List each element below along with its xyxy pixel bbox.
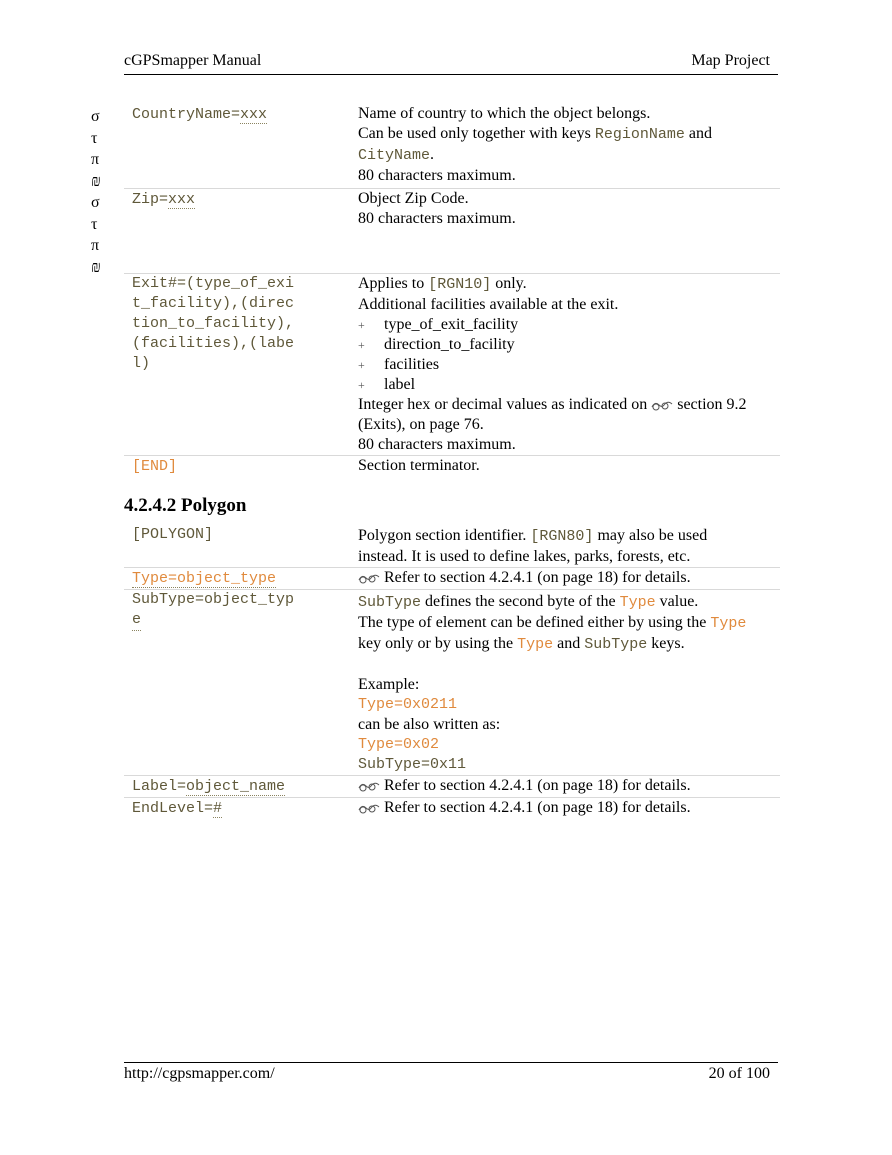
table-row (124, 274, 780, 456)
desc-endlevel: Refer to section 4.2.4.1 (on page 18) for details. (348, 798, 780, 820)
margin-mark: τ (91, 215, 98, 233)
list-item: + label (358, 376, 416, 393)
page-number: 20 of 100 (708, 1065, 770, 1082)
page-header (124, 52, 778, 75)
keys-table-2 (124, 524, 780, 819)
key-polygon: [POLYGON] (132, 526, 214, 543)
header-title: cGPSmapper Manual (124, 52, 262, 69)
table-row (124, 456, 780, 478)
table-row (124, 524, 780, 568)
margin-mark: τ (91, 129, 98, 147)
table-row (124, 568, 780, 590)
key-type: Type=object_type (132, 570, 277, 587)
glasses-icon (651, 399, 673, 411)
table-row (124, 798, 780, 820)
desc-exit: Applies to [RGN10] only. Additional facilities available at the exit. + type_of_exit_facility + direction_to_facility + facilities + label Integer hex or decimal values as indicated on section 9.2 (Exits), on page 76. 80 characters maximum. (348, 274, 780, 456)
key-end: [END] (132, 458, 178, 475)
margin-mark: ₪ (91, 172, 101, 190)
margin-marks (91, 106, 105, 278)
table-row (124, 590, 780, 776)
desc-countryname: Name of country to which the object belongs. Can be used only together with keys RegionName and CityName. 80 characters maximum. (358, 105, 712, 184)
desc-type: Refer to section 4.2.4.1 (on page 18) for details. (348, 568, 780, 590)
table-row (124, 189, 780, 274)
desc-zip: Object Zip Code. 80 characters maximum. (348, 189, 780, 274)
list-item: + type_of_exit_facility (358, 316, 519, 333)
keys-table-1 (124, 104, 780, 477)
key-label: Label=object_name (132, 778, 286, 795)
desc-subtype: SubType defines the second byte of the Type value. The type of element can be defined either by using the Type key only or by using the Type and SubType keys. Example: Type=0x0211 can be also written as: Type=0x02 SubType=0x11 (348, 590, 780, 776)
table-row (124, 776, 780, 798)
table-row (124, 104, 780, 189)
desc-label: Refer to section 4.2.4.1 (on page 18) for details. (348, 776, 780, 798)
margin-mark: ₪ (91, 258, 101, 276)
footer-url[interactable]: http://cgpsmapper.com/ (124, 1065, 275, 1082)
key-exit: Exit#=(type_of_exi t_facility),(direc tion_to_facility), (facilities),(labe l) (132, 275, 295, 372)
glasses-icon (358, 572, 380, 584)
desc-end: Section terminator. (348, 456, 780, 478)
glasses-icon (358, 780, 380, 792)
section-heading: 4.2.4.2 Polygon (124, 495, 247, 516)
margin-mark: π (91, 237, 100, 254)
key-subtype: SubType=object_typ e (132, 590, 340, 631)
margin-mark: σ (91, 108, 100, 125)
key-zip: Zip=xxx (132, 191, 196, 208)
margin-mark: π (91, 151, 100, 168)
page-footer (124, 1062, 778, 1083)
key-countryname: CountryName=xxx (132, 106, 268, 123)
header-section: Map Project (691, 52, 770, 69)
list-item: + facilities (358, 356, 440, 373)
key-endlevel: EndLevel=# (132, 800, 223, 817)
list-item: + direction_to_facility (358, 336, 515, 353)
desc-polygon: Polygon section identifier. [RGN80] may also be used instead. It is used to define lakes, parks, forests, etc. (358, 527, 708, 565)
margin-mark: σ (91, 194, 100, 211)
glasses-icon (358, 802, 380, 814)
